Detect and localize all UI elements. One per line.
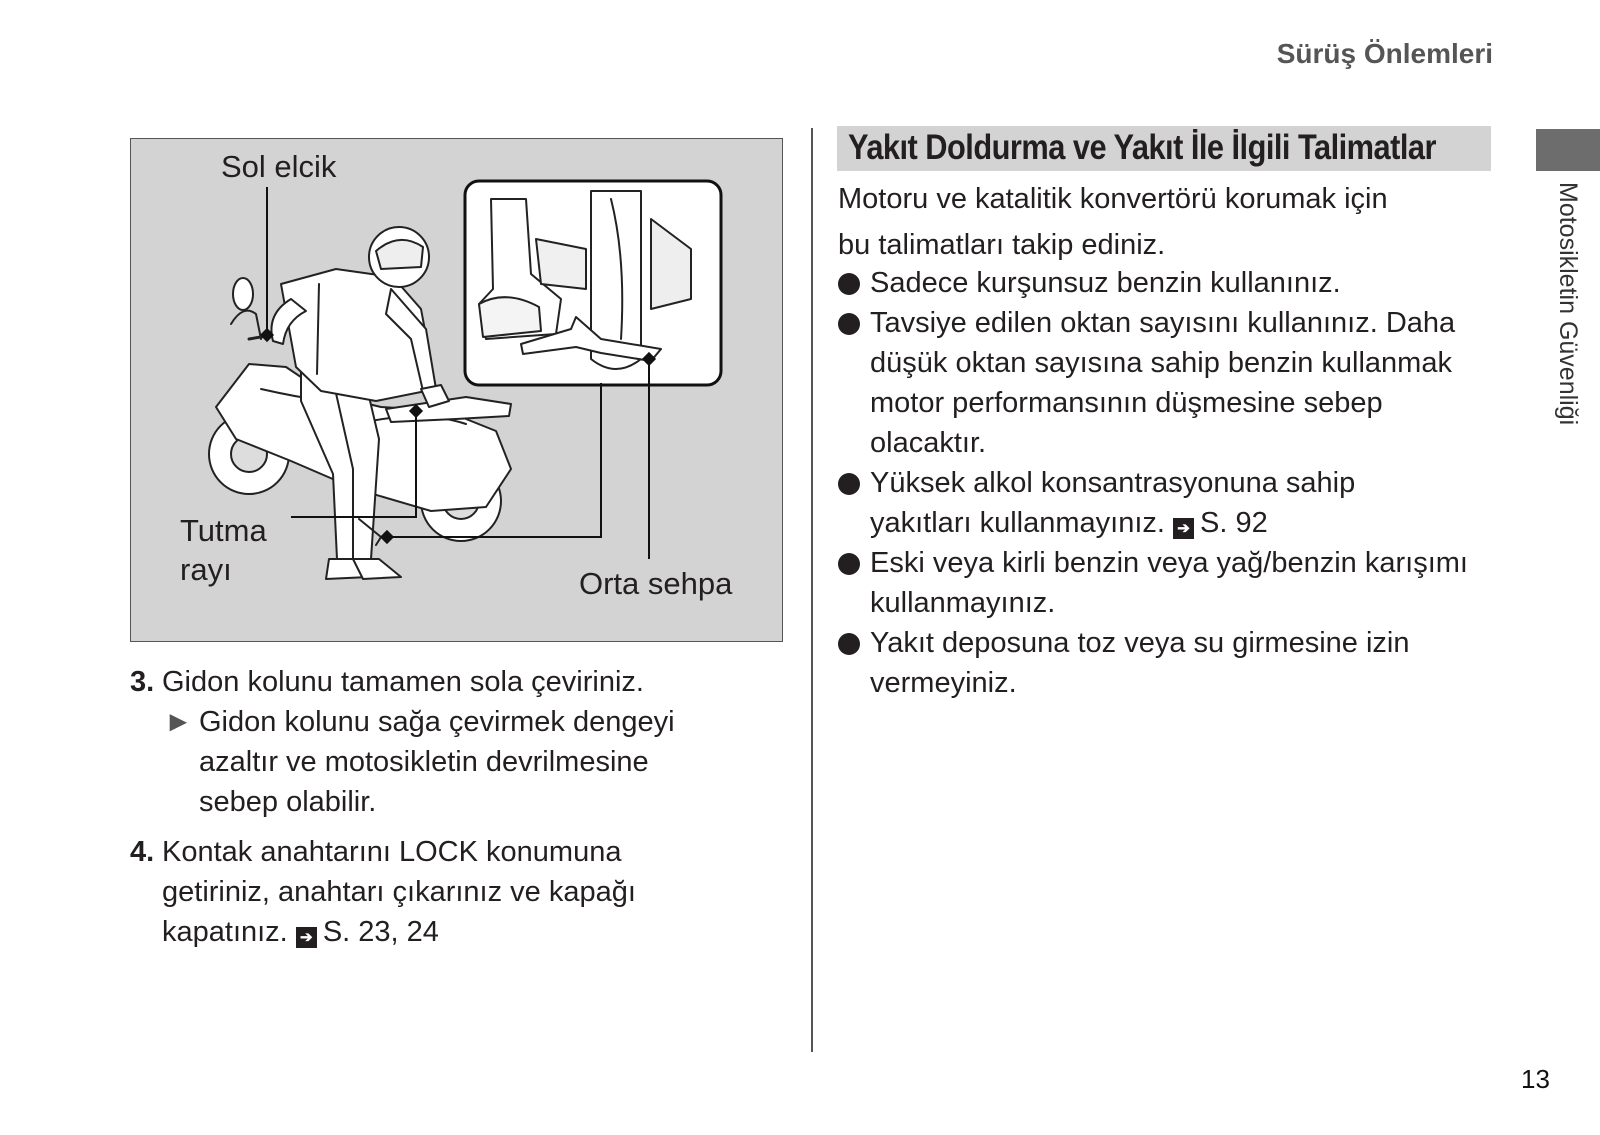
step-4 (130, 832, 790, 952)
intro-line: bu talimatları takip ediniz. (838, 229, 1166, 261)
page-reference-link[interactable]: S. 23, 24 (322, 916, 439, 948)
motorcycle-parking-illustration (130, 138, 783, 642)
step-3-warning-note (162, 702, 790, 822)
page-reference-icon: ➔ (1173, 518, 1194, 539)
bullet-icon (838, 553, 860, 575)
triangle-arrow-icon: ► (164, 706, 193, 738)
list-item (838, 263, 1498, 303)
step-3 (130, 662, 790, 702)
page-reference-icon: ➔ (296, 927, 317, 948)
left-handlebar-label: Sol elcik (221, 149, 337, 184)
list-item-text: Yakıt deposuna toz veya su girmesine izin vermeyiniz. (870, 627, 1410, 699)
page-reference-link[interactable]: S. 92 (1200, 507, 1268, 539)
side-tab-label: Motosikletin Güvenliği (1554, 182, 1582, 426)
page-header-title: Sürüş Önlemleri (1276, 38, 1493, 69)
center-stand-label: Orta sehpa (579, 566, 733, 601)
section-heading: Yakıt Doldurma ve Yakıt İle İlgili Talimatlar (848, 128, 1436, 167)
bullet-icon (838, 313, 860, 335)
bullet-icon (838, 273, 860, 295)
list-item (838, 463, 1498, 543)
list-item-text: Tavsiye edilen oktan sayısını kullanınız. Daha düşük oktan sayısına sahip benzin kullanmak motor performansının düşmesine sebep olacaktır. (870, 307, 1456, 459)
step-note-text: Gidon kolunu sağa çevirmek dengeyi azaltır ve motosikletin devrilmesine sebep olabilir. (199, 706, 675, 818)
list-item-text: Sadece kurşunsuz benzin kullanınız. (870, 267, 1341, 299)
step-text: Gidon kolunu tamamen sola çeviriniz. (162, 666, 644, 698)
step-text: Kontak anahtarını LOCK konumuna getiriniz, anahtarı çıkarınız ve kapağı kapatınız. (162, 836, 636, 948)
section-intro (838, 176, 1498, 268)
grab-rail-label-line2: rayı (180, 552, 232, 587)
bullet-icon (838, 633, 860, 655)
procedure-steps (130, 662, 790, 952)
page-number: 13 (1521, 1064, 1550, 1094)
list-item (838, 303, 1498, 463)
list-item-text: Yüksek alkol konsantrasyonuna sahip yakıtları kullanmayınız. (870, 467, 1356, 539)
list-item (838, 543, 1498, 623)
list-item-text: Eski veya kirli benzin veya yağ/benzin karışımı kullanmayınız. (870, 547, 1468, 619)
fuel-instruction-list (838, 263, 1498, 703)
section-heading-bar (837, 126, 1491, 171)
step-number: 3. (130, 666, 155, 698)
section-tab-marker (1536, 129, 1600, 171)
bullet-icon (838, 473, 860, 495)
grab-rail-label-line1: Tutma (180, 513, 267, 548)
column-divider (811, 128, 813, 1052)
intro-line: Motoru ve katalitik konvertörü korumak için (838, 183, 1388, 215)
step-number: 4. (130, 836, 155, 868)
list-item (838, 623, 1498, 703)
